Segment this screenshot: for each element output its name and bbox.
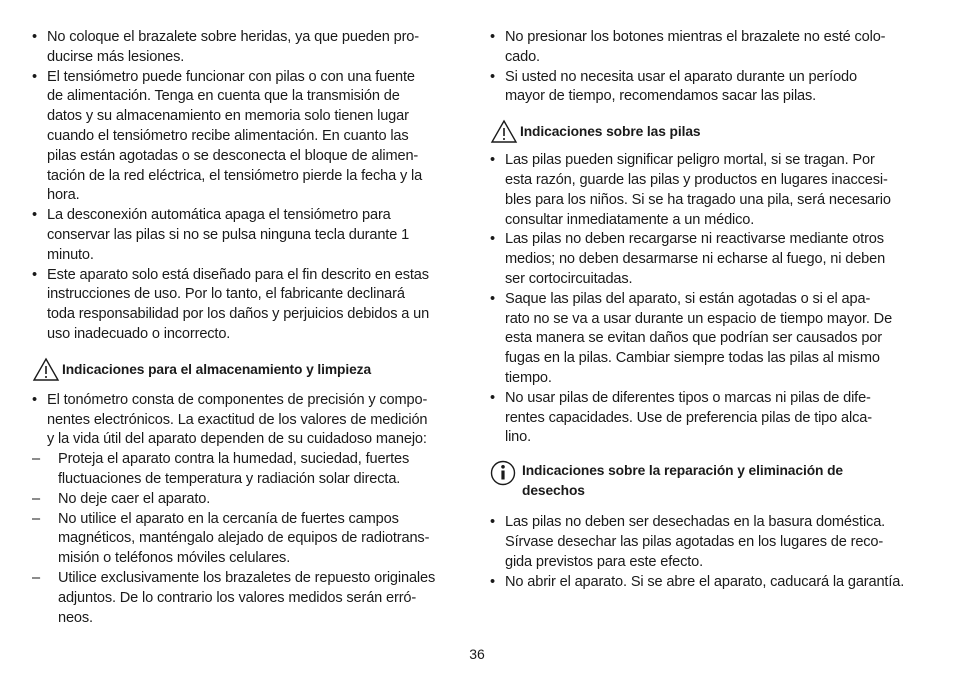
list-item <box>32 391 472 450</box>
list-item <box>490 151 910 230</box>
text-line: magnéticos, manténgalo alejado de equipos de radiotrans- <box>58 530 430 547</box>
title-line: Indicaciones sobre la reparación y eliminación de <box>522 463 843 479</box>
text-line: • Saque las pilas del aparato, si están agotadas o si el apa- <box>505 290 871 307</box>
text-line: misión o teléfonos móviles celulares. <box>58 550 291 567</box>
text-line: de alimentación. Tenga en cuenta que la transmisión de <box>47 88 400 105</box>
text-line: consultar inmediatamente a un médico. <box>505 211 755 228</box>
text-line: tación de la red eléctrica, el tensiómetro pierde la fecha y la <box>47 167 423 184</box>
dash-item <box>32 569 472 628</box>
text-line: esta manera se evitan daños que podrían ser causados por <box>505 330 882 347</box>
text-line: • Las pilas pueden significar peligro mortal, si se tragan. Por <box>505 152 875 169</box>
list-item <box>490 290 910 389</box>
text-line: datos y su almacenamiento en memoria solo tienen lugar <box>47 108 409 125</box>
text-line: tiempo. <box>505 369 552 386</box>
text-line: rentes capacidades. Use de preferencia pilas de tipo alca- <box>505 409 872 426</box>
text-line: bles para los niños. Si se ha tragado una pila, será necesario <box>505 191 891 208</box>
list-item <box>490 513 910 572</box>
left-column <box>32 28 472 628</box>
text-line: pilas están agotadas o se desconecta el bloque de alimen- <box>47 147 419 164</box>
text-line: conservar las pilas si no se pulsa ninguna tecla durante 1 <box>47 226 410 243</box>
text-line: cuando el tensiómetro recibe alimentación. En cuanto las <box>47 127 409 144</box>
section-heading-batteries <box>490 119 910 147</box>
text-line: • No usar pilas de diferentes tipos o marcas ni pilas de dife- <box>505 389 871 406</box>
text-line: • No coloque el brazalete sobre heridas, ya que pueden pro- <box>47 29 419 45</box>
text-line: lino. <box>505 429 532 446</box>
text-line: cado. <box>505 48 540 65</box>
list-item <box>32 266 472 345</box>
text-line: • El tensiómetro puede funcionar con pilas o con una fuente <box>47 68 415 85</box>
list-item <box>490 389 910 448</box>
list-item <box>490 68 910 108</box>
dash-item <box>32 510 472 569</box>
warning-triangle-icon <box>32 357 62 385</box>
text-line: • Este aparato solo está diseñado para el fin descrito en estas <box>47 266 429 283</box>
text-line: rato no se va a usar durante un espacio de tiempo mayor. De <box>505 310 893 327</box>
text-line: adjuntos. De lo contrario los valores medidos serán erró- <box>58 589 417 606</box>
list-item <box>490 230 910 289</box>
text-line: hora. <box>47 187 80 204</box>
page-number: 36 <box>469 646 485 662</box>
text-line: – Utilice exclusivamente los brazaletes de repuesto originales <box>58 569 436 586</box>
dash-item <box>32 490 472 510</box>
text-line: Sírvase desechar las pilas agotadas en los lugares de reco- <box>505 533 884 550</box>
text-line: • Si usted no necesita usar el aparato durante un período <box>505 68 857 85</box>
text-line: gida previstos para este efecto. <box>505 553 704 570</box>
section-title: Indicaciones sobre las pilas <box>520 124 701 140</box>
warning-triangle-icon <box>490 119 520 147</box>
text-line: – Proteja el aparato contra la humedad, suciedad, fuertes <box>58 451 410 468</box>
section-title <box>522 460 843 501</box>
list-item <box>490 573 910 593</box>
text-line: fugas en la pilas. Cambiar siempre todas las pilas al mismo <box>505 350 880 367</box>
list-item <box>32 28 472 68</box>
text-line: medios; no deben desarmarse ni echarse al fuego, ni deben <box>505 251 886 268</box>
dash-item <box>32 450 472 490</box>
list-item <box>490 28 910 68</box>
text-line: nentes electrónicos. La exactitud de los valores de medición <box>47 411 428 428</box>
text-line: mayor de tiempo, recomendamos sacar las pilas. <box>505 88 817 105</box>
text-line: uso inadecuado o incorrecto. <box>47 325 231 342</box>
text-line: • No abrir el aparato. Si se abre el aparato, caducará la garantía. <box>505 573 905 590</box>
text-line: neos. <box>58 609 93 626</box>
section-title: Indicaciones para el almacenamiento y limpieza <box>62 361 372 377</box>
right-column <box>490 28 910 592</box>
text-line: esta razón, guarde las pilas y productos en lugares inaccesi- <box>505 171 888 188</box>
title-line: desechos <box>522 483 585 499</box>
text-line: y la vida útil del aparato dependen de su cuidadoso manejo: <box>47 431 427 448</box>
text-line: • La desconexión automática apaga el tensiómetro para <box>47 207 391 224</box>
list-item <box>32 206 472 265</box>
text-line: instrucciones de uso. Por lo tanto, el fabricante declinará <box>47 286 405 303</box>
text-line: ser cortocircuitadas. <box>505 270 633 287</box>
text-line: • Las pilas no deben ser desechadas en la basura doméstica. <box>505 514 886 531</box>
section-heading-disposal <box>490 460 910 501</box>
text-line: ducirse más lesiones. <box>47 48 185 65</box>
text-line: toda responsabilidad por los daños y perjuicios debidos a un <box>47 306 430 323</box>
text-line: • Las pilas no deben recargarse ni reactivarse mediante otros <box>505 231 884 248</box>
text-line: minuto. <box>47 246 94 263</box>
text-line: fluctuaciones de temperatura y radiación solar directa. <box>58 470 401 487</box>
text-line: – No utilice el aparato en la cercanía de fuertes campos <box>58 510 399 527</box>
text-line: – No deje caer el aparato. <box>58 490 211 507</box>
text-line: • El tonómetro consta de componentes de precisión y compo- <box>47 391 428 408</box>
list-item <box>32 68 472 207</box>
info-circle-icon <box>490 460 522 488</box>
section-heading-storage <box>32 357 472 385</box>
text-line: • No presionar los botones mientras el brazalete no esté colo- <box>505 29 886 45</box>
